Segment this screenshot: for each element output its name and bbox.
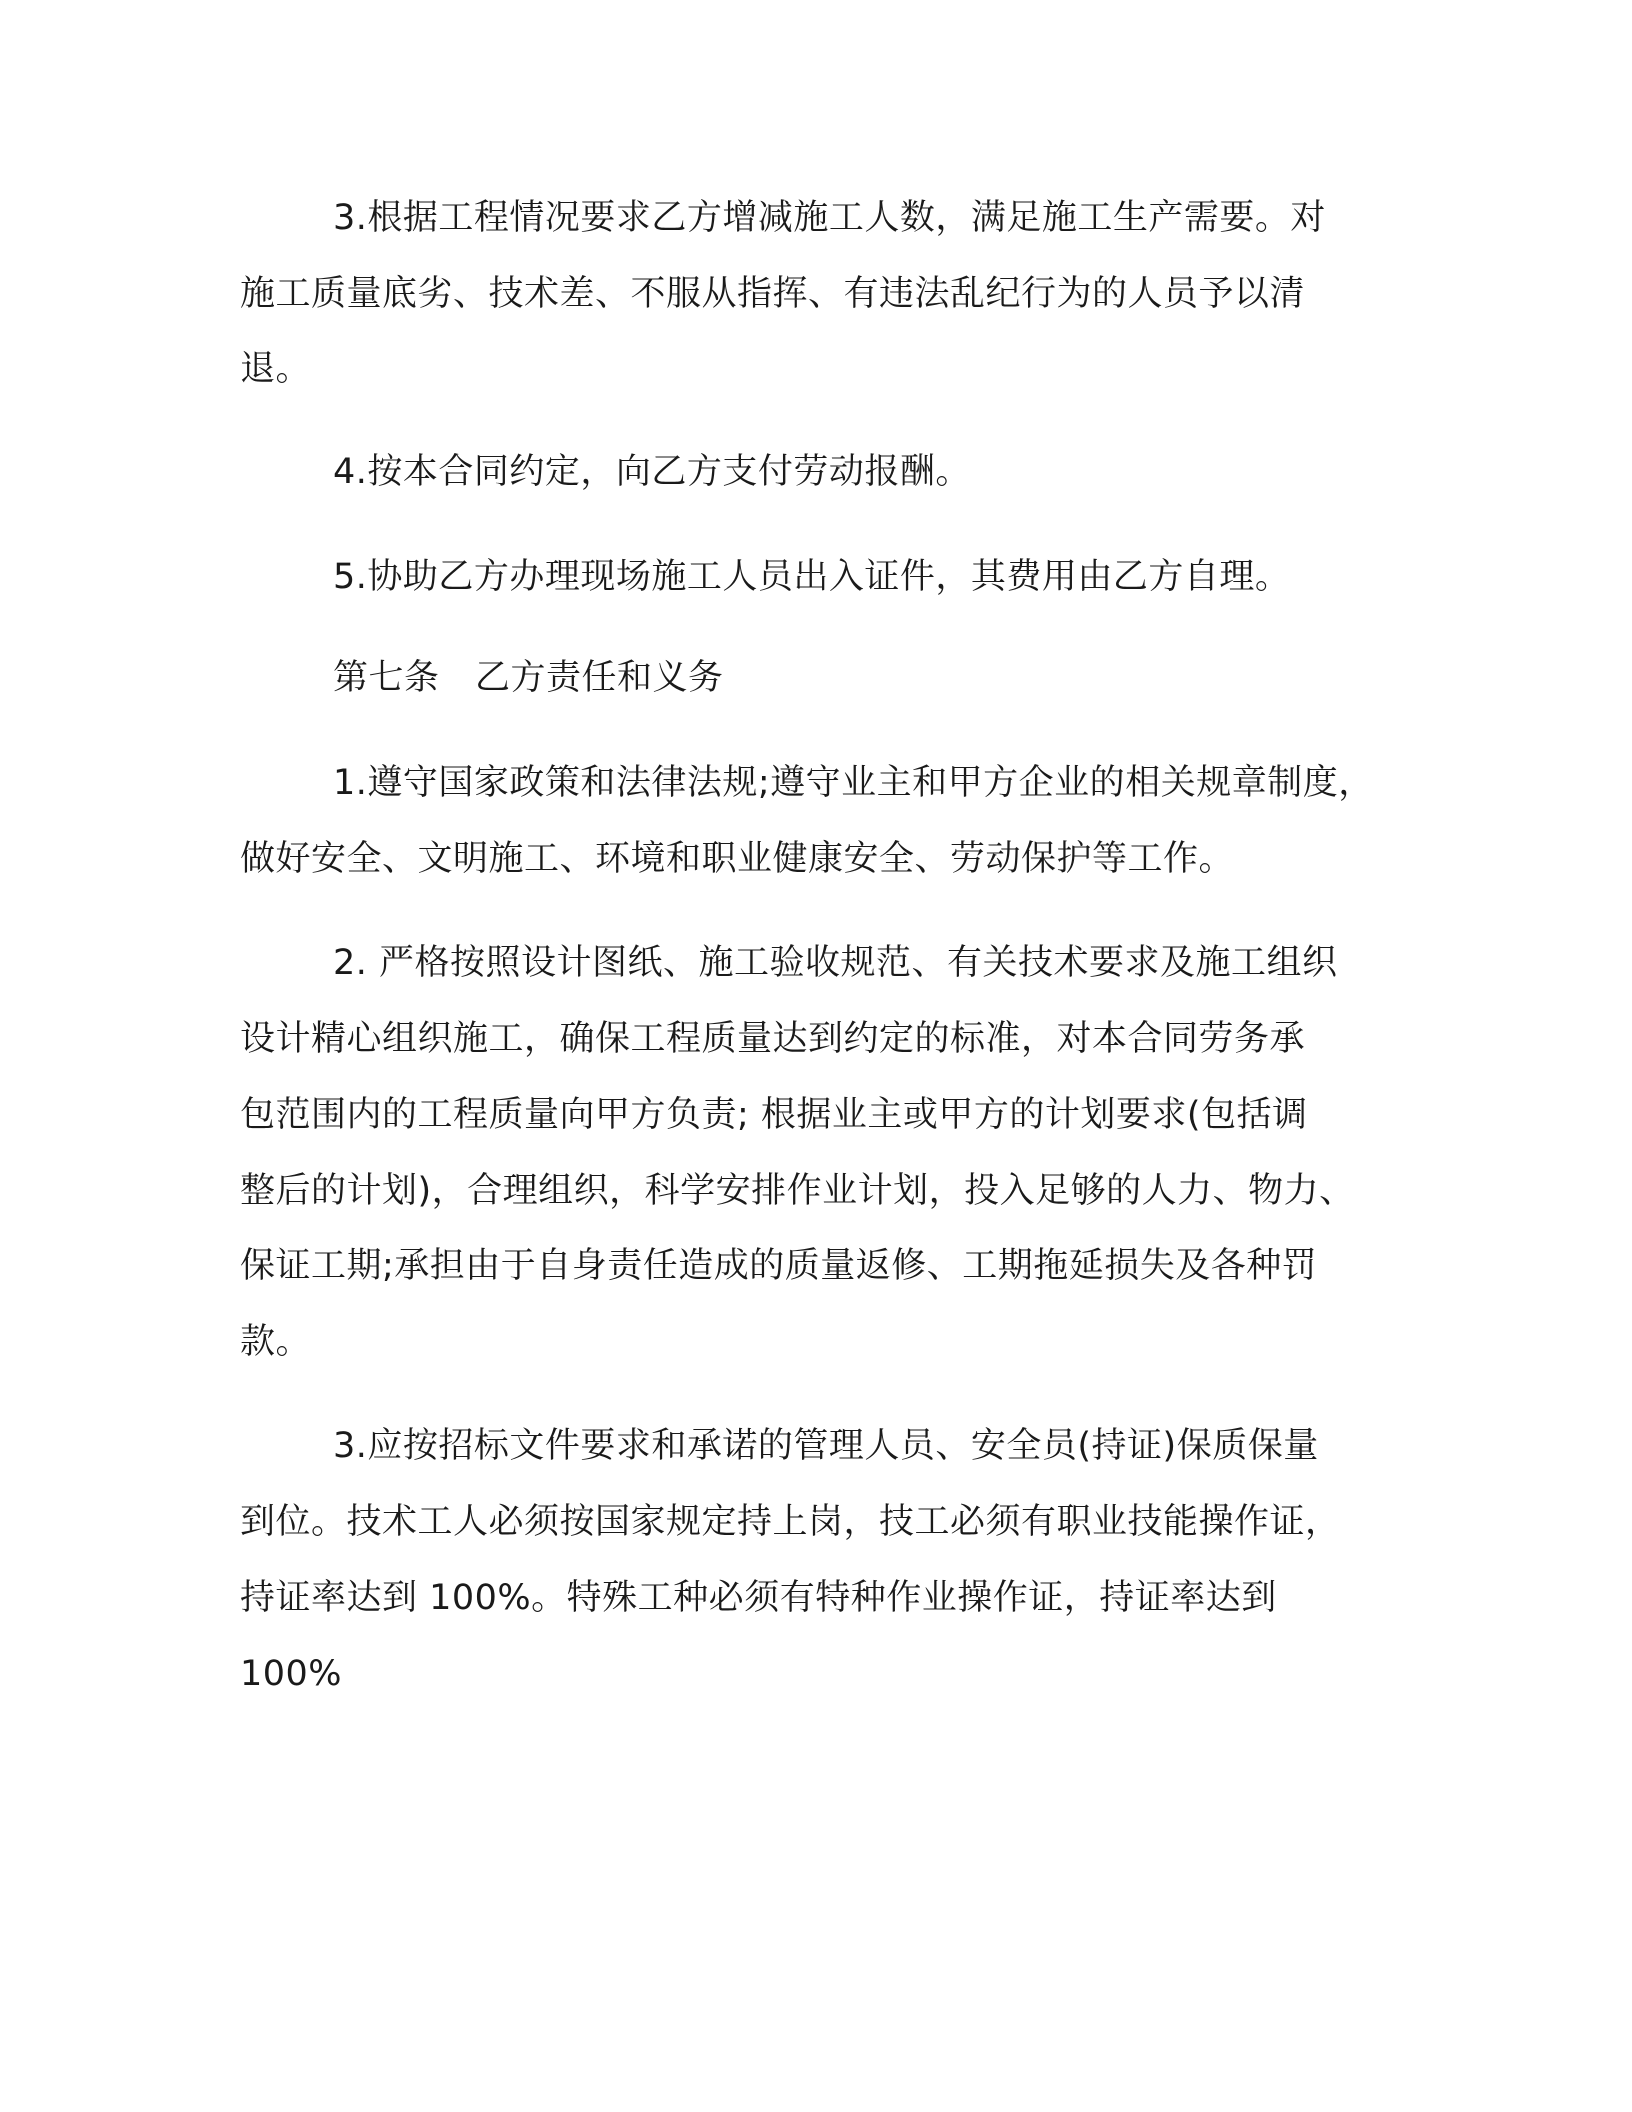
text-line: 3.根据工程情况要求乙方增减施工人数，满足施工生产需要。对 — [333, 198, 1326, 238]
text-line: 3.应按招标文件要求和承诺的管理人员、安全员(持证)保质保量 — [333, 1426, 1319, 1466]
text-line: 整后的计划)，合理组织，科学安排作业计划，投入足够的人力、物力、 — [240, 1171, 1355, 1211]
text-line: 100% — [240, 1654, 343, 1694]
text-line: 做好安全、文明施工、环境和职业健康安全、劳动保护等工作。 — [240, 839, 1235, 879]
text-line: 退。 — [240, 349, 312, 389]
text-line: 到位。技术工人必须按国家规定持上岗，技工必须有职业技能操作证， — [240, 1502, 1341, 1542]
text-line: 1.遵守国家政策和法律法规;遵守业主和甲方企业的相关规章制度， — [333, 763, 1374, 803]
text-line: 5.协助乙方办理现场施工人员出入证件，其费用由乙方自理。 — [333, 557, 1291, 597]
text-line: 设计精心组织施工，确保工程质量达到约定的标准，对本合同劳务承 — [240, 1019, 1306, 1059]
text-line: 4.按本合同约定，向乙方支付劳动报酬。 — [333, 452, 971, 492]
text-line: 施工质量底劣、技术差、不服从指挥、有违法乱纪行为的人员予以清 — [240, 274, 1306, 314]
text-line: 保证工期;承担由于自身责任造成的质量返修、工期拖延损失及各种罚 — [240, 1246, 1318, 1286]
section-heading: 第七条 乙方责任和义务 — [333, 658, 724, 698]
text-line: 2. 严格按照设计图纸、施工验收规范、有关技术要求及施工组织 — [333, 943, 1338, 983]
text-line: 持证率达到 100%。特殊工种必须有特种作业操作证，持证率达到 — [240, 1578, 1277, 1618]
text-line: 包范围内的工程质量向甲方负责; 根据业主或甲方的计划要求(包括调 — [240, 1095, 1308, 1135]
text-line: 款。 — [240, 1322, 312, 1362]
